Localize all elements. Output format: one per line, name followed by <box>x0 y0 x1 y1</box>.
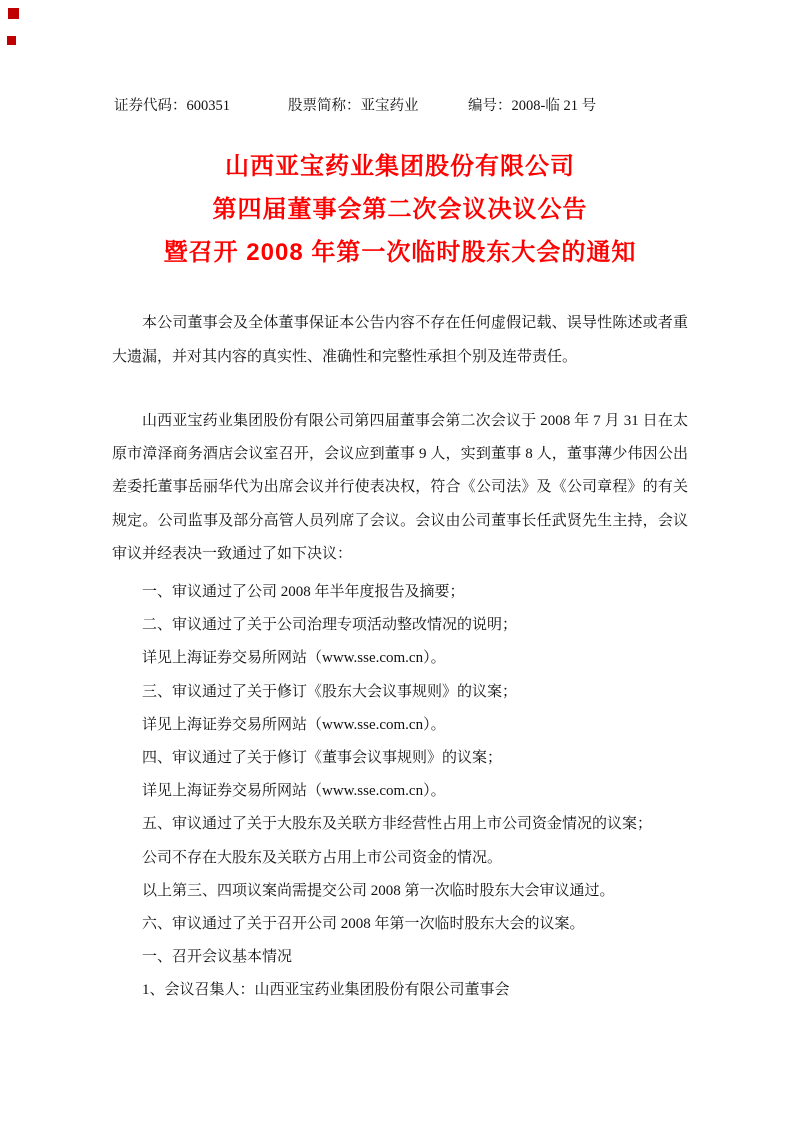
title-line-company: 山西亚宝药业集团股份有限公司 <box>225 153 575 180</box>
title-line-meeting: 第四届董事会第二次会议决议公告 <box>212 196 588 223</box>
stock-short-name: 股票简称：亚宝药业 <box>288 98 419 114</box>
red-annotation-mark <box>7 36 16 45</box>
body-paragraph-item-3: 三、审议通过了关于修订《股东大会议事规则》的议案； <box>142 683 518 700</box>
body-paragraph-item-5: 五、审议通过了关于大股东及关联方非经营性占用上市公司资金情况的议案； <box>142 816 653 833</box>
document-header <box>112 94 688 116</box>
body-paragraph-see-website: 详见上海证券交易所网站（www.sse.com.cn）。 <box>142 650 446 667</box>
red-annotation-mark <box>8 8 19 19</box>
announcement-number: 编号：2008-临 21 号 <box>468 98 597 114</box>
body-paragraph-item-1: 一、审议通过了公司 2008 年半年度报告及摘要； <box>142 584 465 601</box>
body-paragraph-section: 一、召开会议基本情况 <box>142 949 293 966</box>
stock-code: 证券代码：600351 <box>114 98 230 114</box>
body-paragraph-see-website: 详见上海证券交易所网站（www.sse.com.cn）。 <box>142 783 446 800</box>
body-paragraph-note: 公司不存在大股东及关联方占用上市公司资金的情况。 <box>142 849 503 866</box>
body-paragraph-item-4: 四、审议通过了关于修订《董事会议事规则》的议案； <box>142 750 503 767</box>
body-paragraph-convener: 1、会议召集人：山西亚宝药业集团股份有限公司董事会 <box>142 982 510 999</box>
document-title <box>0 145 800 274</box>
body-paragraph-note: 以上第三、四项议案尚需提交公司 2008 第一次临时股东大会审议通过。 <box>142 882 615 899</box>
body-paragraph-item-6: 六、审议通过了关于召开公司 2008 年第一次临时股东大会的议案。 <box>142 916 585 933</box>
disclaimer-paragraph: 本公司董事会及全体董事保证本公告内容不存在任何虚假记载、误导性陈述或者重大遗漏，并对其内容的真实性、准确性和完整性承担个别及连带责任。 <box>112 315 688 365</box>
document-body <box>112 405 688 1008</box>
body-paragraph-see-website: 详见上海证券交易所网站（www.sse.com.cn）。 <box>142 716 446 733</box>
body-paragraph-intro: 山西亚宝药业集团股份有限公司第四届董事会第二次会议于 2008 年 7 月 31 日在太原市漳泽商务酒店会议室召开，会议应到董事 9 人，实到董事 8 人，董事薄少伟因公出差委托董事岳丽华代为出席会议并行使表决权，符合《公司法》及《公司章程》的有关规定。公司监事及部分高管人员列席了会议。会议由公司董事长任武贤先生主持，会议审议并经表决一致通过了如下决议： <box>112 413 688 562</box>
body-paragraph-item-2: 二、审议通过了关于公司治理专项活动整改情况的说明； <box>142 617 518 634</box>
title-line-notice: 暨召开 2008 年第一次临时股东大会的通知 <box>163 239 637 266</box>
